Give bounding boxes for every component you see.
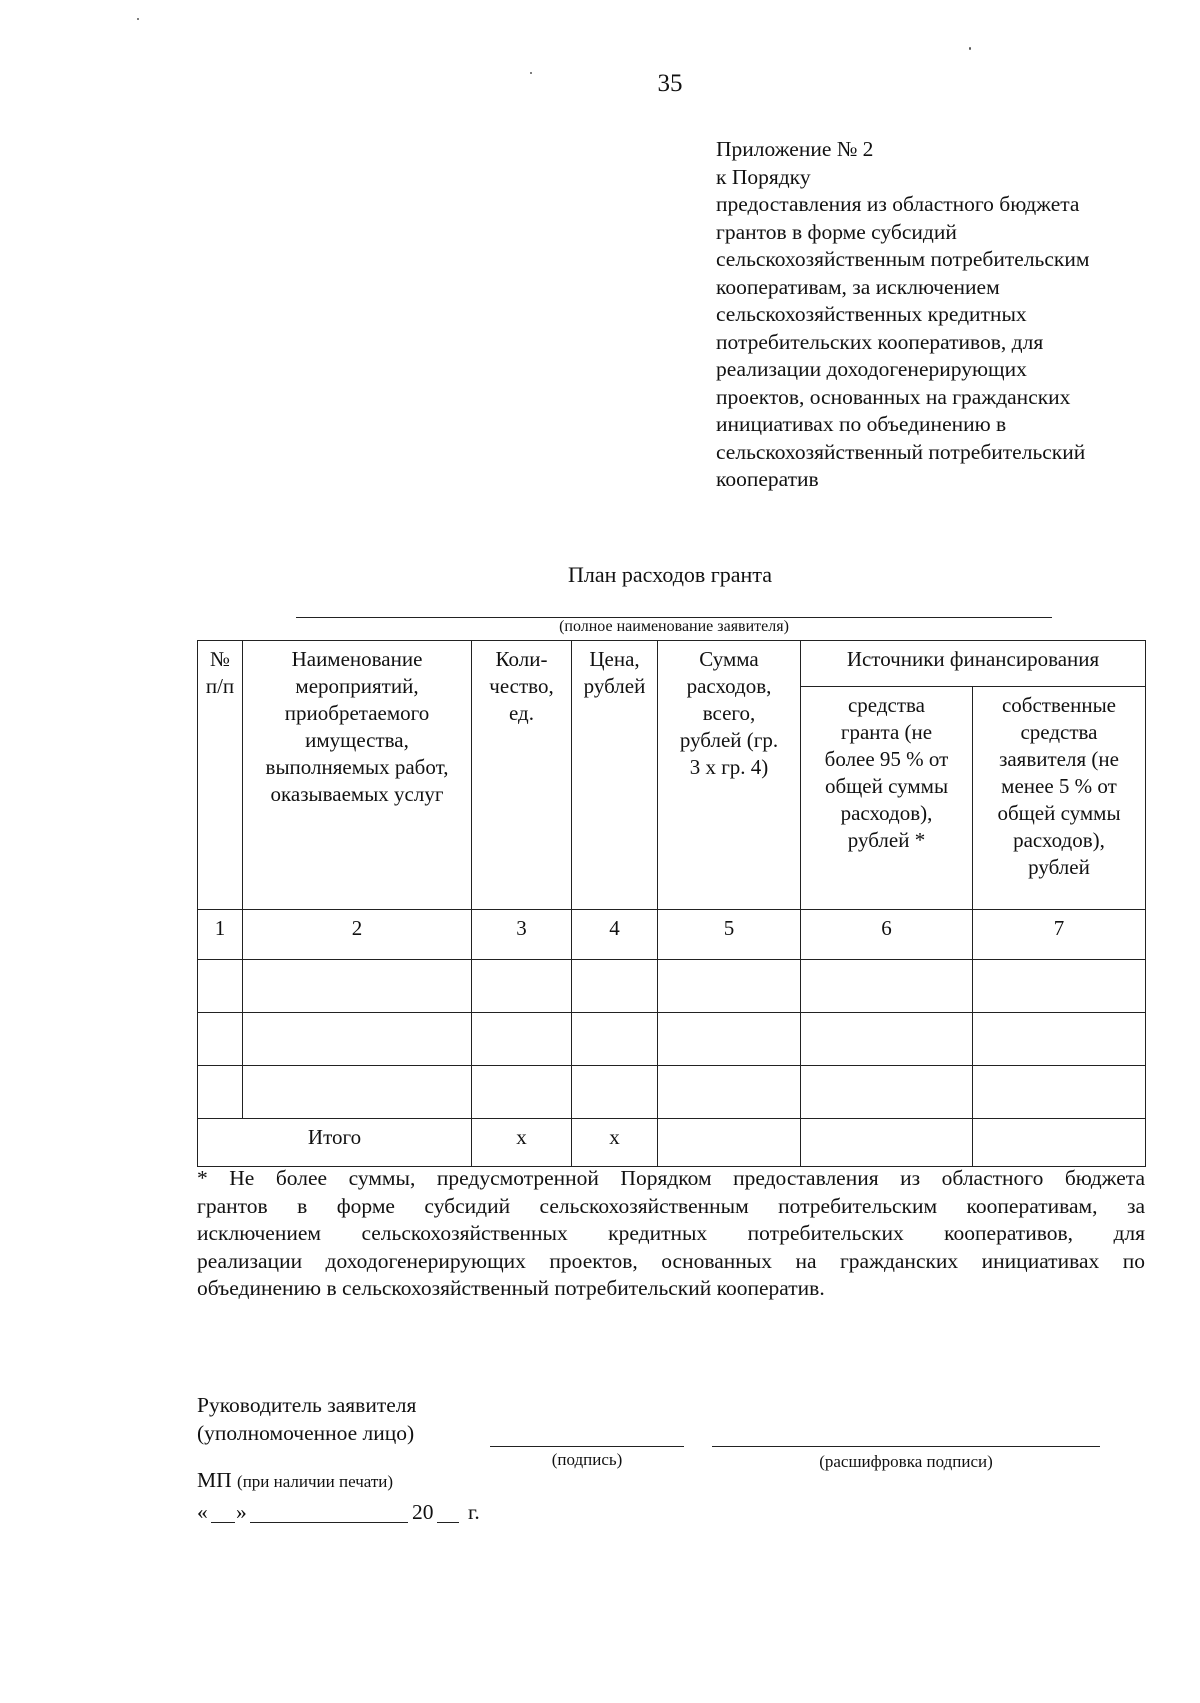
header-num: № п/п — [198, 641, 243, 910]
document-title: План расходов гранта — [568, 562, 772, 587]
empty-cell[interactable] — [658, 960, 801, 1013]
signatory-title: Руководитель заявителя — [197, 1393, 417, 1417]
seal-label: МП — [197, 1468, 232, 1492]
seal-note: (при наличии печати) — [237, 1472, 394, 1491]
empty-cell[interactable] — [801, 960, 973, 1013]
footnote — [197, 1165, 1145, 1303]
appendix-line: сельскохозяйственным потребительским — [716, 247, 1090, 271]
header-funding-sources: Источники финансирования — [801, 641, 1146, 687]
empty-cell[interactable] — [658, 1066, 801, 1119]
header-grant-funds: средства гранта (не более 95 % от общей суммы расходов), рублей * — [801, 687, 973, 910]
signature-decode-caption: (расшифровка подписи) — [819, 1452, 993, 1471]
appendix-line: сельскохозяйственных кредитных — [716, 302, 1027, 326]
date-year-line[interactable] — [437, 1522, 459, 1523]
empty-cell[interactable] — [658, 1013, 801, 1066]
table-row — [198, 1066, 1146, 1119]
footnote-line: реализации доходогенерирующих проектов, основанных на гражданских инициативах по — [197, 1248, 1145, 1273]
date-close-quote: » — [236, 1500, 247, 1524]
column-number: 2 — [243, 910, 472, 960]
empty-cell[interactable] — [973, 1066, 1146, 1119]
appendix-line: кооператив — [716, 467, 819, 491]
appendix-line: потребительских кооперативов, для — [716, 329, 1044, 354]
expense-plan-table — [197, 640, 1146, 1167]
appendix-line: предоставления из областного бюджета — [716, 192, 1080, 216]
header-quantity: Коли- чество, ед. — [472, 641, 572, 910]
appendix-line: реализации доходогенерирующих — [716, 357, 1027, 381]
signature-caption: (подпись) — [551, 1450, 623, 1469]
empty-cell[interactable] — [472, 960, 572, 1013]
empty-cell[interactable] — [198, 1013, 243, 1066]
column-number-row — [198, 910, 1146, 960]
page-number: 35 — [657, 70, 683, 97]
column-number: 5 — [658, 910, 801, 960]
header-name: Наименование мероприятий, приобретаемого имущества, выполняемых работ, оказываемых услуг — [243, 641, 472, 910]
appendix-line: кооперативам, за исключением — [716, 274, 1000, 299]
appendix-line: сельскохозяйственный потребительский — [716, 439, 1086, 464]
signature-decode-line[interactable] — [712, 1446, 1100, 1447]
table-row — [198, 1013, 1146, 1066]
column-number: 4 — [572, 910, 658, 960]
total-label: Итого — [198, 1119, 472, 1167]
empty-cell[interactable] — [801, 1013, 973, 1066]
date-open-quote: « — [197, 1500, 208, 1524]
empty-cell[interactable] — [243, 1066, 472, 1119]
appendix-reference — [716, 136, 1156, 494]
seal-line — [197, 1468, 393, 1493]
scan-speck — [137, 18, 139, 20]
header-sum: Сумма расходов, всего, рублей (гр. 3 х гр. 4) — [658, 641, 801, 910]
date-year-suffix: г. — [468, 1500, 480, 1524]
appendix-line: Приложение № 2 — [716, 137, 874, 161]
footnote-line: грантов в форме субсидий сельскохозяйственным потребительским кооперативам, за — [197, 1193, 1145, 1218]
total-own-cell[interactable] — [973, 1119, 1146, 1167]
signature-line[interactable] — [490, 1446, 684, 1447]
empty-cell[interactable] — [973, 1013, 1146, 1066]
date-day-line[interactable] — [211, 1522, 235, 1523]
empty-cell[interactable] — [973, 960, 1146, 1013]
empty-cell[interactable] — [243, 960, 472, 1013]
footnote-line: исключением сельскохозяйственных кредитных потребительских кооперативов, для — [197, 1221, 1145, 1245]
footnote-line: * Не более суммы, предусмотренной Порядком предоставления из областного бюджета — [197, 1166, 1145, 1190]
date-month-line[interactable] — [250, 1522, 408, 1523]
total-quantity: х — [472, 1119, 572, 1167]
total-price: х — [572, 1119, 658, 1167]
total-sum-cell[interactable] — [658, 1119, 801, 1167]
empty-cell[interactable] — [572, 960, 658, 1013]
empty-cell[interactable] — [198, 960, 243, 1013]
header-price: Цена, рублей — [572, 641, 658, 910]
appendix-line: к Порядку — [716, 164, 811, 189]
empty-cell[interactable] — [198, 1066, 243, 1119]
footnote-line: объединению в сельскохозяйственный потребительский кооператив. — [197, 1276, 825, 1300]
column-number: 7 — [973, 910, 1146, 960]
column-number: 3 — [472, 910, 572, 960]
column-number: 1 — [198, 910, 243, 960]
column-number: 6 — [801, 910, 973, 960]
scan-speck — [969, 47, 971, 50]
empty-cell[interactable] — [472, 1066, 572, 1119]
appendix-line: грантов в форме субсидий — [716, 219, 957, 244]
date-year-prefix: 20 — [412, 1500, 434, 1524]
total-row — [198, 1119, 1146, 1167]
header-own-funds: собственные средства заявителя (не менее 5 % от общей суммы расходов), рублей — [973, 687, 1146, 910]
applicant-name-caption: (полное наименование заявителя) — [559, 618, 789, 635]
empty-cell[interactable] — [472, 1013, 572, 1066]
table-row — [198, 960, 1146, 1013]
signatory-subtitle: (уполномоченное лицо) — [197, 1421, 415, 1445]
appendix-line: инициативах по объединению в — [716, 412, 1007, 436]
total-grant-cell[interactable] — [801, 1119, 973, 1167]
empty-cell[interactable] — [243, 1013, 472, 1066]
empty-cell[interactable] — [801, 1066, 973, 1119]
empty-cell[interactable] — [572, 1066, 658, 1119]
appendix-line: проектов, основанных на гражданских — [716, 384, 1071, 409]
empty-cell[interactable] — [572, 1013, 658, 1066]
table-header-row — [198, 641, 1146, 687]
